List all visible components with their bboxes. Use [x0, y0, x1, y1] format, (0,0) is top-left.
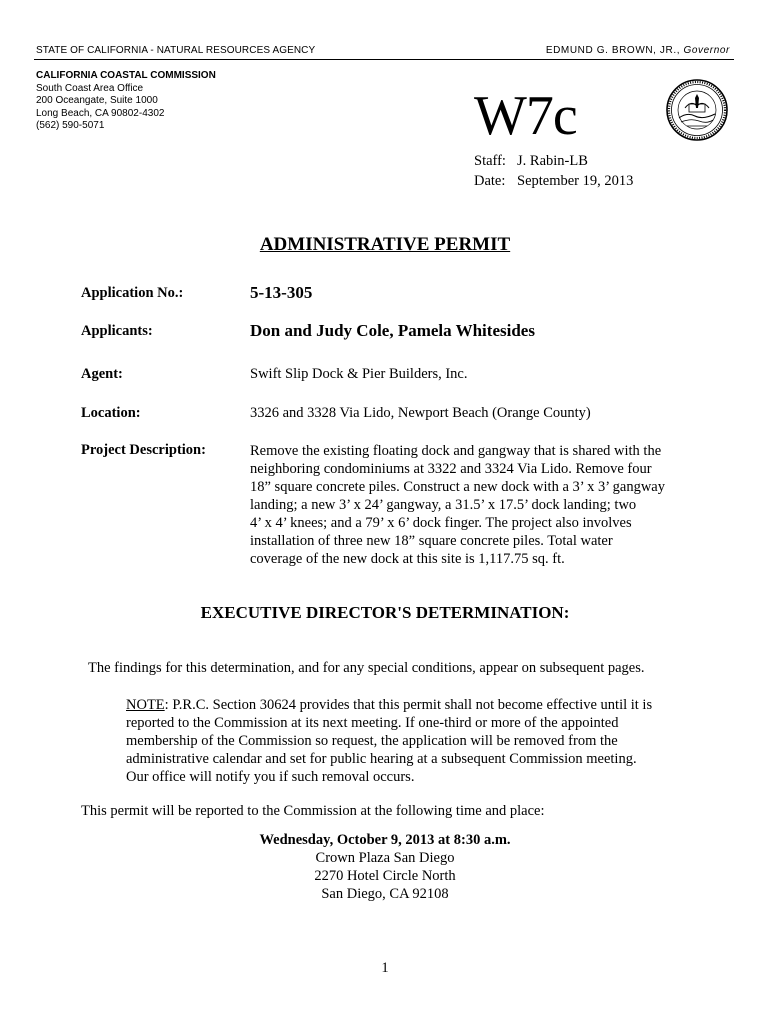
meeting-venue: Crown Plaza San Diego: [315, 850, 455, 866]
office-address-block: [36, 70, 216, 133]
project-description-label: Project Description:: [81, 442, 206, 458]
application-label: Application No.:: [81, 285, 184, 301]
commission-name: CALIFORNIA COASTAL COMMISSION: [36, 70, 216, 81]
document-title: ADMINISTRATIVE PERMIT: [259, 234, 511, 255]
meeting-details: [0, 831, 770, 903]
description-line: Remove the existing floating dock and gangway that is shared with the: [250, 443, 662, 459]
note-line: reported to the Commission at its next meeting. If one-third or more of the appointed: [126, 715, 619, 731]
meeting-city: San Diego, CA 92108: [321, 886, 449, 902]
office-phone: (562) 590-5071: [36, 120, 105, 131]
office-line-3: Long Beach, CA 90802-4302: [36, 107, 165, 119]
agency-header: STATE OF CALIFORNIA - NATURAL RESOURCES AGENCY: [36, 45, 316, 56]
project-description-text: [250, 442, 700, 568]
report-statement: This permit will be reported to the Commission at the following time and place:: [81, 803, 545, 819]
staff-value: J. Rabin-LB: [517, 153, 588, 169]
application-value: 5-13-305: [250, 283, 313, 302]
header-divider: [34, 59, 734, 60]
description-line: landing; a new 3’ x 24’ gangway, a 31.5’ x 17.5’ dock landing; two: [250, 497, 637, 513]
description-line: 18” square concrete piles. Construct a new dock with a 3’ x 3’ gangway: [250, 479, 665, 495]
office-line-1: South Coast Area Office: [36, 82, 144, 94]
location-label: Location:: [81, 405, 141, 421]
page-number: 1: [381, 960, 389, 976]
note-line: administrative calendar and set for public hearing at a subsequent Commission meeting.: [126, 751, 637, 767]
agent-value: Swift Slip Dock & Pier Builders, Inc.: [250, 366, 468, 382]
governor-header: [546, 45, 730, 56]
agent-label: Agent:: [81, 366, 123, 382]
date-value: September 19, 2013: [517, 173, 634, 189]
description-line: coverage of the new dock at this site is 1,117.75 sq. ft.: [250, 551, 565, 567]
meeting-datetime: Wednesday, October 9, 2013 at 8:30 a.m.: [259, 832, 511, 848]
governor-name: EDMUND G. BROWN, JR.,: [545, 45, 684, 56]
location-value: 3326 and 3328 Via Lido, Newport Beach (Orange County): [250, 405, 591, 421]
staff-row: [474, 151, 633, 171]
note-line: Our office will notify you if such removal occurs.: [126, 769, 415, 785]
note-label: NOTE: [126, 697, 165, 713]
office-line-2: 200 Oceangate, Suite 1000: [36, 95, 158, 106]
description-line: installation of three new 18” square concrete piles. Total water: [250, 533, 613, 549]
note-first-line-text: : P.R.C. Section 30624 provides that this permit shall not become effective until it is: [164, 697, 653, 713]
staff-label: Staff:: [474, 153, 506, 169]
description-line: neighboring condominiums at 3322 and 3324 Via Lido. Remove four: [250, 461, 652, 477]
note-first-line: [126, 696, 696, 714]
determination-heading: EXECUTIVE DIRECTOR'S DETERMINATION:: [200, 603, 570, 622]
findings-text: The findings for this determination, and for any special conditions, appear on subsequent pages.: [88, 660, 645, 676]
date-row: [474, 171, 633, 191]
applicants-value: Don and Judy Cole, Pamela Whitesides: [250, 321, 535, 340]
meeting-street: 2270 Hotel Circle North: [314, 868, 456, 884]
description-line: 4’ x 4’ knees; and a 79’ x 6’ dock finger. The project also involves: [250, 515, 632, 531]
governor-title: Governor: [683, 45, 730, 56]
staff-date-block: [474, 151, 633, 191]
note-line: membership of the Commission so request, the application will be removed from the: [126, 733, 618, 749]
agenda-item-code: W7c: [474, 85, 577, 147]
applicants-label: Applicants:: [81, 323, 153, 339]
note-paragraph: [126, 696, 696, 786]
date-label: Date:: [474, 173, 506, 189]
state-seal-icon: [665, 78, 729, 142]
